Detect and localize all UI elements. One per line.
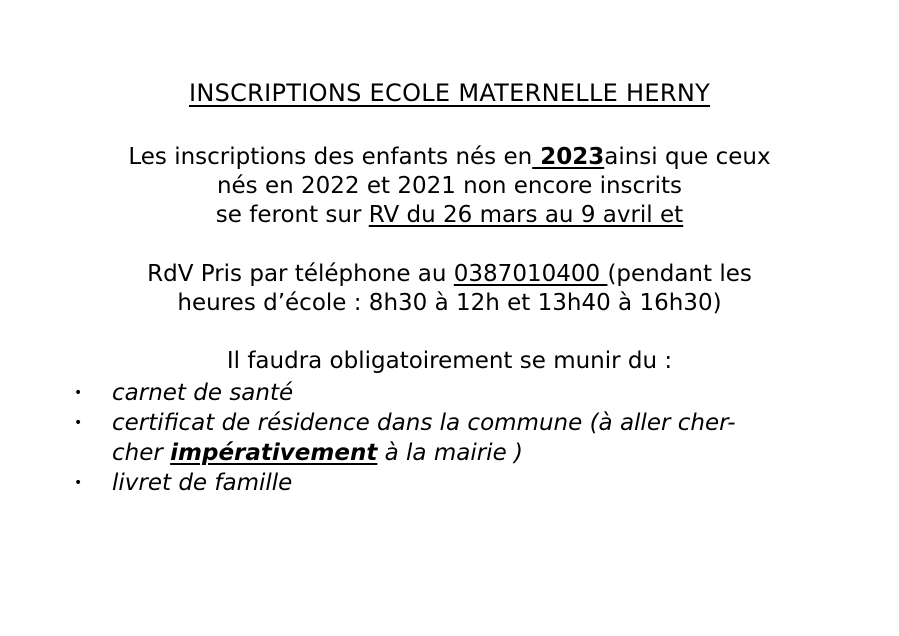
page-title — [0, 76, 899, 110]
list-item — [74, 408, 854, 468]
registration-line-2: nés en 2022 et 2021 non encore inscrits — [216, 173, 683, 199]
title-text: INSCRIPTIONS ECOLE MATERNELLE HERNY — [188, 79, 711, 107]
text-span: ainsi que ceux — [604, 144, 771, 170]
list-item — [74, 468, 854, 498]
bullet-icon: • — [74, 385, 83, 401]
appointment-paragraph — [0, 260, 899, 318]
text-span: Les inscriptions des enfants nés en — [128, 144, 533, 170]
text-span: cher — [112, 440, 171, 466]
text-span: (pendant les — [607, 261, 752, 287]
text-span: se feront sur — [215, 202, 369, 228]
documents-list — [74, 378, 854, 498]
list-item-text: carnet de santé — [112, 380, 294, 406]
phone-number: 0387010400 — [453, 261, 608, 287]
text-span: RdV Pris par téléphone au — [147, 261, 454, 287]
emphasis-underlined: impérativement — [170, 440, 378, 466]
appointment-line-1 — [0, 260, 899, 289]
appointment-line-2: heures d’école : 8h30 à 12h et 13h40 à 16h30) — [177, 290, 722, 316]
bullet-icon: • — [74, 415, 83, 431]
registration-line-3 — [0, 201, 899, 230]
year-highlight: 2023 — [532, 144, 605, 170]
dates-underlined: RV du 26 mars au 9 avril et — [368, 202, 684, 228]
list-item-continuation — [112, 438, 854, 468]
list-item — [74, 378, 854, 408]
registration-paragraph — [0, 143, 899, 230]
requirements-intro — [0, 347, 899, 376]
list-item-text: certificat de résidence dans la commune (à aller cher- — [112, 410, 736, 436]
bullet-icon: • — [74, 475, 83, 491]
registration-line-1 — [0, 143, 899, 172]
list-item-text: livret de famille — [112, 470, 293, 496]
requirements-line: Il faudra obligatoirement se munir du : — [226, 348, 673, 374]
text-span: à la mairie ) — [377, 440, 524, 466]
